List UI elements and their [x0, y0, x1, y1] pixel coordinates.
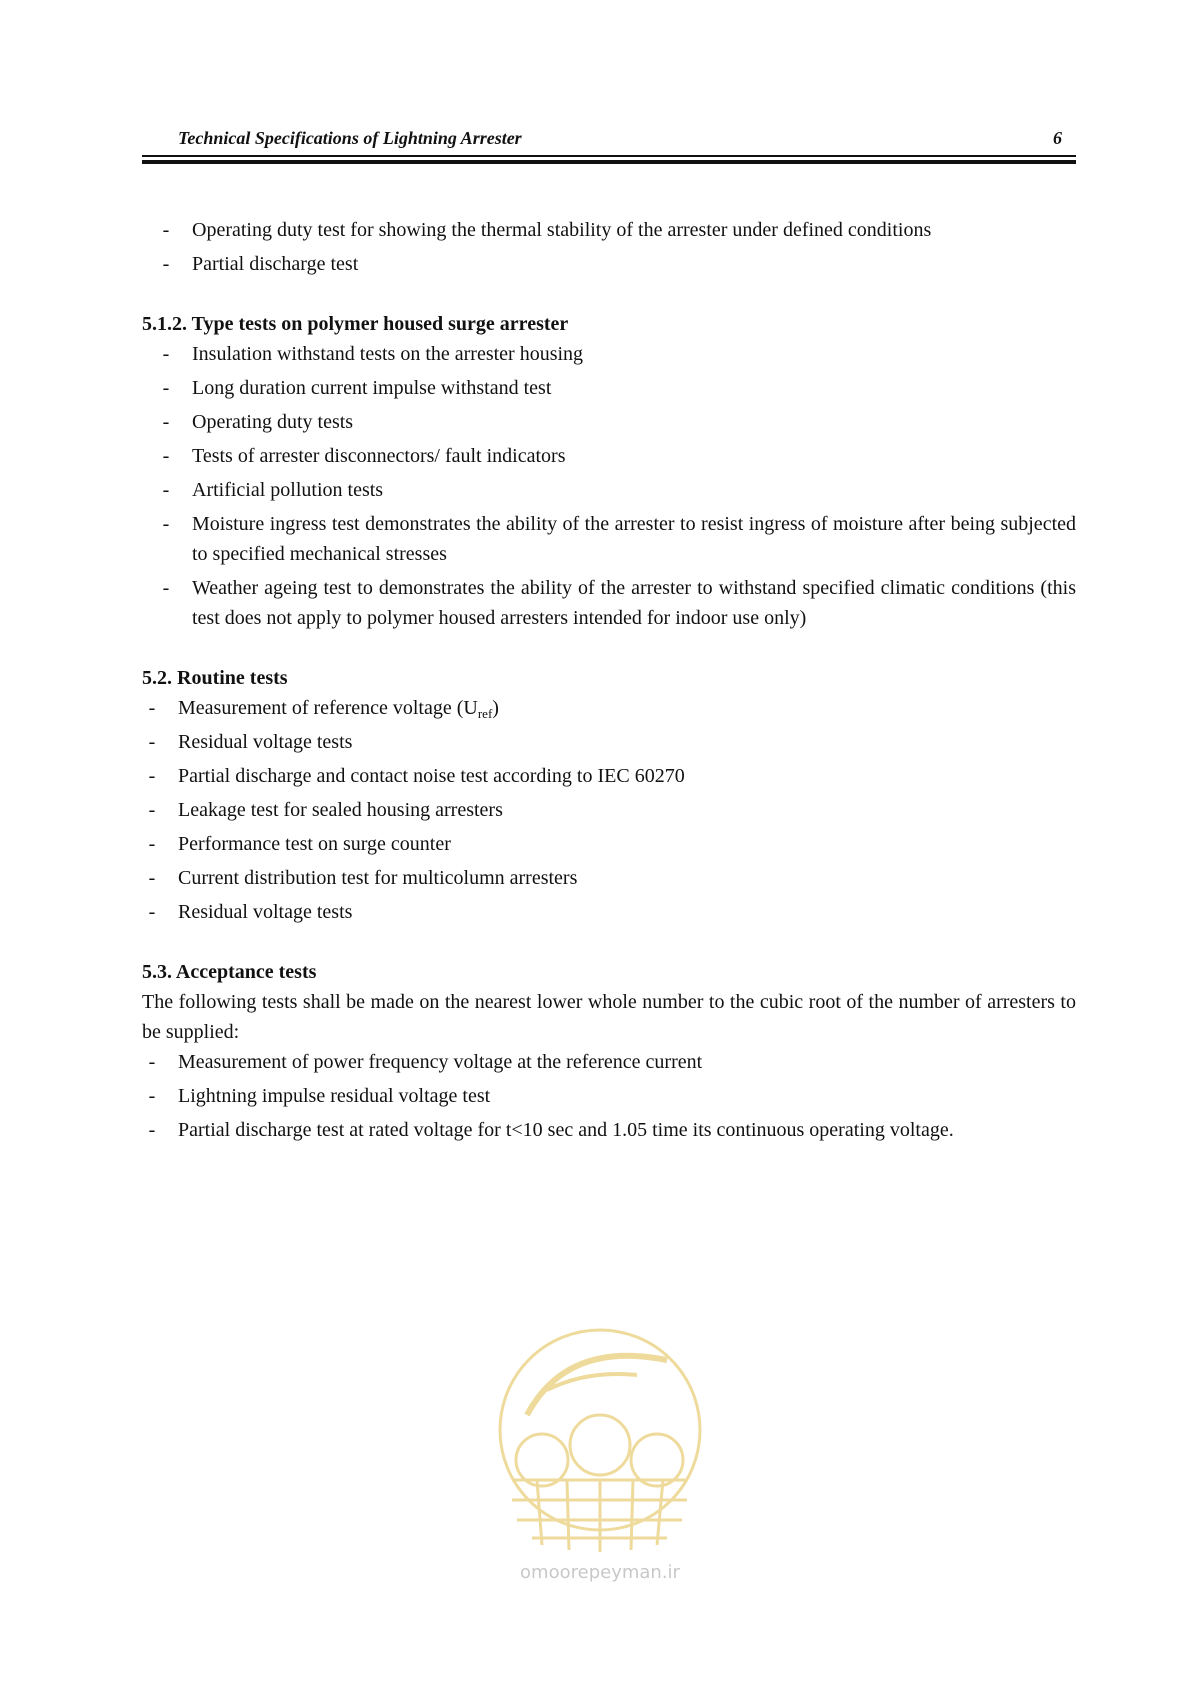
acceptance-intro: The following tests shall be made on the nearest lower whole number to the cubic root of the number of arresters to be supplied:	[142, 991, 1076, 1043]
list-item: - Partial discharge test	[162, 253, 359, 275]
list-item: - Weather ageing test to demonstrates the ability of the arrester to withstand specified climatic conditions (this test does not apply to polymer housed arresters intended for indoor use only)	[162, 577, 1076, 629]
header-rule-thick	[142, 160, 1076, 164]
list-item: - Partial discharge and contact noise test according to IEC 60270	[148, 765, 685, 787]
list-item: - Residual voltage tests	[148, 901, 353, 923]
section-heading-5-1-2: 5.1.2. Type tests on polymer housed surge arrester	[142, 313, 569, 335]
watermark-seal-icon	[487, 1320, 713, 1590]
list-item: - Residual voltage tests	[148, 731, 353, 753]
header-title: Technical Specifications of Lightning Arrester	[178, 128, 522, 148]
list-item: - Operating duty tests	[162, 411, 354, 433]
page-number: 6	[1053, 128, 1062, 148]
acceptance-tests-list	[142, 1047, 1076, 1145]
section-heading-5-2: 5.2. Routine tests	[142, 667, 288, 689]
list-item: - Lightning impulse residual voltage test	[148, 1085, 491, 1107]
list-item: - Measurement of reference voltage $(U_{ref})$	[148, 697, 499, 721]
list-item: - Measurement of power frequency voltage at the reference current	[148, 1051, 703, 1073]
list-item: - Long duration current impulse withstand test	[162, 377, 552, 399]
list-item: - Tests of arrester disconnectors/ fault indicators	[162, 445, 566, 467]
header-rule-thin	[142, 155, 1076, 157]
list-item: - Insulation withstand tests on the arrester housing	[162, 343, 584, 365]
list-item: - Moisture ingress test demonstrates the ability of the arrester to resist ingress of moisture after being subjected to specified mechanical stresses	[162, 513, 1076, 565]
list-item: - Artificial pollution tests	[162, 479, 384, 501]
watermark-logo	[487, 1320, 713, 1590]
page-body	[142, 215, 1076, 1149]
type-tests-list	[142, 339, 1076, 633]
section-heading-5-3: 5.3. Acceptance tests	[142, 961, 317, 983]
svg-text:omoorepeyman.ir: omoorepeyman.ir	[520, 1562, 680, 1583]
list-item: - Current distribution test for multicolumn arresters	[148, 867, 578, 889]
list-item: - Partial discharge test at rated voltage for t<10 sec and 1.05 time its continuous operating voltage.	[148, 1119, 954, 1141]
list-item: - Leakage test for sealed housing arresters	[148, 799, 503, 821]
test-list-continued	[142, 215, 1076, 279]
list-item: - Performance test on surge counter	[148, 833, 451, 855]
page-header	[142, 125, 1076, 165]
routine-tests-list	[142, 693, 1076, 927]
list-item: - Operating duty test for showing the thermal stability of the arrester under defined conditions	[162, 219, 932, 241]
